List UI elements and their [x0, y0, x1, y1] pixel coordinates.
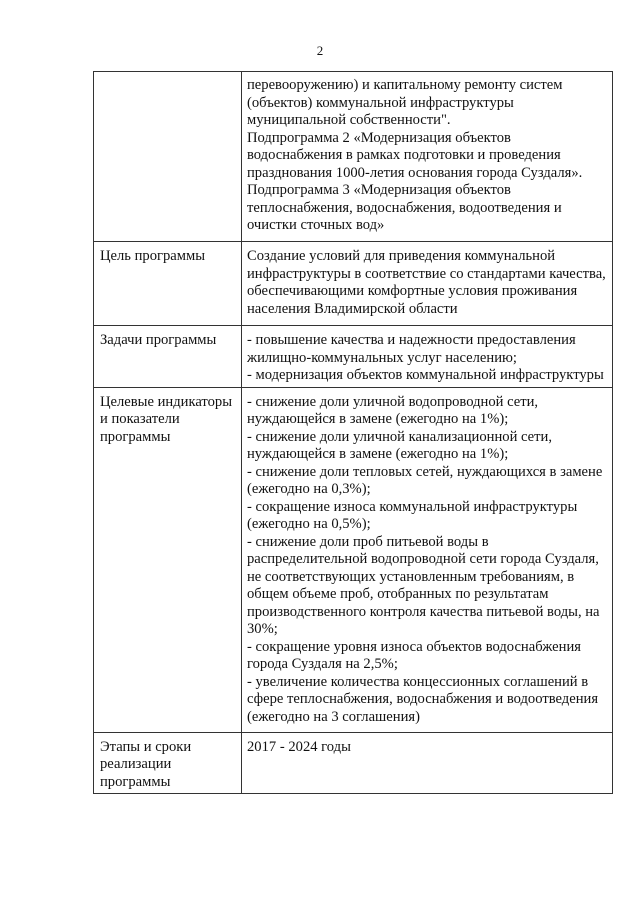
label-line: Этапы и сроки: [100, 738, 192, 755]
content-line: населения Владимирской области: [247, 300, 458, 317]
row-content-cell: [242, 242, 613, 326]
content-line: (ежегодно на 0,5%);: [247, 516, 371, 532]
label-line: Цель программы: [100, 248, 206, 264]
content-line: водоснабжения в рамках подготовки и проведения: [247, 147, 561, 163]
label-line: и показатели: [100, 411, 180, 427]
content-line: - модернизация объектов коммунальной инфраструктуры: [247, 367, 604, 383]
content-line: Подпрограмма 2 «Модернизация объектов: [247, 129, 511, 146]
content-line: нуждающейся в замене (ежегодно на 1%);: [247, 411, 509, 427]
row-label-cell: [94, 387, 242, 732]
content-line: (ежегодно на 0,3%);: [247, 481, 371, 497]
content-line: (ежегодно на 3 соглашения): [247, 708, 420, 725]
row-content-cell: [242, 72, 613, 242]
label-line: программы: [100, 428, 171, 445]
content-line: - сокращение уровня износа объектов водоснабжения: [247, 638, 581, 655]
label-line: Задачи программы: [100, 332, 217, 348]
content-line: инфраструктуры в соответствие со стандартами качества,: [247, 265, 606, 282]
row-label-cell: [94, 242, 242, 326]
content-line: - снижение доли проб питьевой воды в: [247, 533, 489, 550]
row-content-cell: [242, 732, 613, 794]
content-line: производственного контроля качества питьевой воды, на: [247, 603, 600, 620]
content-line: перевооружению) и капитальному ремонту систем: [247, 77, 563, 93]
content-line: Подпрограмма 3 «Модернизация объектов: [247, 182, 511, 198]
row-content-cell: [242, 326, 613, 388]
content-line: муниципальной собственности".: [247, 112, 451, 128]
table-row-stages: [94, 732, 613, 794]
table-row-indicators: [94, 387, 613, 732]
content-line: не соответствующих установленным требованиям, в: [247, 568, 575, 585]
row-content-cell: [242, 387, 613, 732]
page-number: 2: [316, 43, 324, 58]
table-row-goal: [94, 242, 613, 326]
content-line: обеспечивающими комфортные условия проживания: [247, 283, 578, 299]
content-line: сфере теплоснабжения, водоснабжения и водоотведения: [247, 691, 599, 707]
content-line: - снижение доли уличной канализационной сети,: [247, 428, 553, 445]
row-label-cell: [94, 72, 242, 242]
content-line: - повышение качества и надежности предоставления: [247, 332, 576, 348]
content-line: празднования 1000-летия основания города Суздаля».: [247, 164, 583, 181]
content-line: - сокращение износа коммунальной инфраструктуры: [247, 498, 578, 515]
content-line: города Суздаля на 2,5%;: [247, 656, 398, 672]
content-line: 2017 - 2024 годы: [247, 738, 351, 755]
label-line: реализации: [100, 756, 172, 772]
content-line: 30%;: [247, 621, 278, 637]
program-passport-table: [93, 71, 613, 794]
content-line: жилищно-коммунальных услуг населению;: [247, 349, 517, 366]
content-line: теплоснабжения, водоснабжения, водоотведения и: [247, 199, 562, 216]
label-line: программы: [100, 773, 171, 790]
content-line: (объектов) коммунальной инфраструктуры: [247, 94, 514, 111]
row-label-cell: [94, 732, 242, 794]
content-line: - увеличение количества концессионных соглашений в: [247, 673, 589, 690]
table-row-tasks: [94, 326, 613, 388]
content-line: общем объеме проб, отобранных по результатам: [247, 586, 549, 602]
row-label-cell: [94, 326, 242, 388]
content-line: распределительной водопроводной сети города Суздаля,: [247, 551, 599, 567]
content-line: - снижение доли тепловых сетей, нуждающихся в замене: [247, 463, 603, 480]
table-row-continuation: [94, 72, 613, 242]
content-line: Создание условий для приведения коммунальной: [247, 248, 556, 264]
label-line: Целевые индикаторы: [100, 393, 233, 410]
content-line: - снижение доли уличной водопроводной сети,: [247, 393, 539, 410]
content-line: нуждающейся в замене (ежегодно на 1%);: [247, 446, 509, 462]
content-line: очистки сточных вод»: [247, 217, 385, 233]
